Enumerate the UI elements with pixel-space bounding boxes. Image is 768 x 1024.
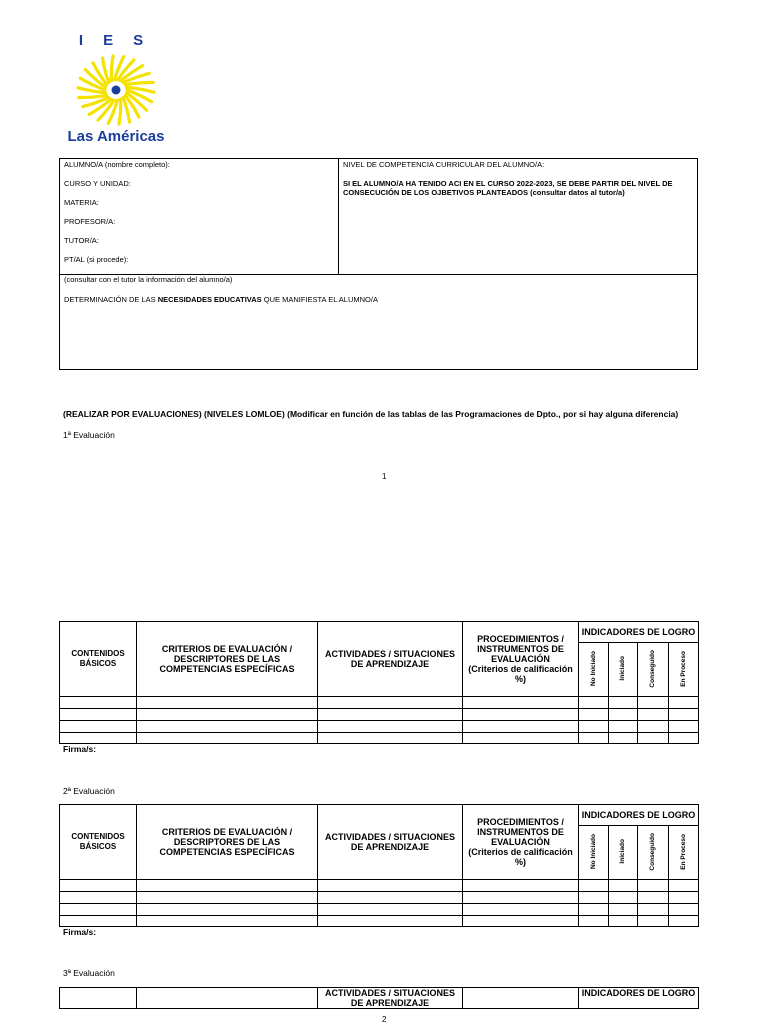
competence-note-main: SI EL ALUMNO/A HA TENIDO ACI EN EL CURSO 2022-2023, SE DEBE PARTIR DEL NIVEL DE CONSECUCIÓN DE LOS OJBETIVOS PLANTEADOS — [343, 179, 673, 197]
header-criterios — [137, 988, 318, 1009]
table-cell[interactable] — [638, 733, 669, 744]
table-cell[interactable] — [137, 721, 318, 733]
table-cell[interactable] — [638, 916, 669, 927]
table-cell[interactable] — [579, 697, 609, 709]
table-row — [60, 892, 699, 904]
field-alumno: ALUMNO/A (nombre completo): — [64, 160, 170, 169]
table-cell[interactable] — [318, 916, 463, 927]
header-actividades: ACTIVIDADES / SITUACIONES DE APRENDIZAJE — [318, 805, 463, 880]
table-cell[interactable] — [609, 697, 638, 709]
table-cell[interactable] — [137, 709, 318, 721]
header-indicadores: INDICADORES DE LOGRO — [579, 622, 699, 643]
needs-bold: NECESIDADES EDUCATIVAS — [157, 295, 262, 304]
field-profesor: PROFESOR/A: — [64, 217, 116, 226]
needs-prefix: DETERMINACIÓN DE LAS — [64, 295, 158, 304]
eval-2-table — [59, 804, 699, 927]
table-cell[interactable] — [318, 709, 463, 721]
competence-title: NIVEL DE COMPETENCIA CURRICULAR DEL ALUMNO/A: — [343, 160, 545, 169]
table-cell[interactable] — [60, 904, 137, 916]
table-cell[interactable] — [669, 697, 699, 709]
ind-no-iniciado — [579, 826, 609, 880]
sun-ray — [79, 95, 107, 97]
table-cell[interactable] — [463, 733, 579, 744]
table-cell[interactable] — [463, 880, 579, 892]
table-cell[interactable] — [137, 697, 318, 709]
table-cell[interactable] — [669, 721, 699, 733]
table-cell[interactable] — [463, 916, 579, 927]
header-indicadores: INDICADORES DE LOGRO — [579, 988, 699, 1009]
table-cell[interactable] — [60, 709, 137, 721]
page-number-2: 2 — [382, 1015, 387, 1024]
header-indicadores: INDICADORES DE LOGRO — [579, 805, 699, 826]
ind-conseguido-label: Conseguido — [649, 832, 656, 871]
table-cell[interactable] — [669, 904, 699, 916]
table-row — [60, 709, 699, 721]
table-cell[interactable] — [609, 916, 638, 927]
header-criterios: CRITERIOS DE EVALUACIÓN / DESCRIPTORES DE LAS COMPETENCIAS ESPECÍFICAS — [137, 622, 318, 697]
ind-conseguido — [638, 826, 669, 880]
procedimientos-label: PROCEDIMIENTOS / INSTRUMENTOS DE EVALUACIÓN — [477, 634, 564, 664]
field-materia: MATERIA: — [64, 198, 99, 207]
procedimientos-label: PROCEDIMIENTOS / INSTRUMENTOS DE EVALUACIÓN — [477, 817, 564, 847]
header-contenidos: CONTENIDOS BÁSICOS — [60, 805, 137, 880]
sun-logo-icon — [70, 50, 162, 130]
criterios-calif-label: (Criterios de calificación %) — [468, 847, 573, 867]
table-cell[interactable] — [669, 733, 699, 744]
table-cell[interactable] — [579, 721, 609, 733]
table-cell[interactable] — [609, 904, 638, 916]
table-row — [60, 904, 699, 916]
table-cell[interactable] — [463, 721, 579, 733]
field-curso: CURSO Y UNIDAD: — [64, 179, 131, 188]
table-cell[interactable] — [638, 892, 669, 904]
table-cell[interactable] — [463, 892, 579, 904]
header-actividades: ACTIVIDADES / SITUACIONES DE APRENDIZAJE — [318, 622, 463, 697]
ind-conseguido-label: Conseguido — [649, 649, 656, 688]
table-cell[interactable] — [60, 721, 137, 733]
table-cell[interactable] — [638, 904, 669, 916]
table-cell[interactable] — [463, 904, 579, 916]
table-cell[interactable] — [463, 709, 579, 721]
table-cell[interactable] — [669, 880, 699, 892]
table-cell[interactable] — [579, 880, 609, 892]
needs-heading — [64, 295, 378, 304]
table-cell[interactable] — [609, 733, 638, 744]
eval-3-title: 3ª Evaluación — [63, 968, 115, 978]
sun-ray — [119, 99, 121, 124]
table-cell[interactable] — [60, 892, 137, 904]
table-row — [60, 733, 699, 744]
competence-note-suffix: (consultar datos al tutor/a) — [530, 188, 625, 197]
table-cell[interactable] — [60, 916, 137, 927]
firma-1: Firma/s: — [63, 744, 97, 754]
page-number-1: 1 — [382, 472, 387, 481]
table-cell[interactable] — [137, 904, 318, 916]
table-cell[interactable] — [669, 916, 699, 927]
table-cell[interactable] — [318, 697, 463, 709]
student-info-box — [59, 158, 698, 370]
sun-ray — [125, 82, 153, 84]
ind-no-iniciado — [579, 643, 609, 697]
criterios-calif-label: (Criterios de calificación %) — [468, 664, 573, 684]
header-actividades: ACTIVIDADES / SITUACIONES DE APRENDIZAJE — [318, 988, 463, 1009]
table-row — [60, 880, 699, 892]
ind-en-proceso — [669, 643, 699, 697]
eval-1-title: 1ª Evaluación — [63, 430, 115, 440]
firma-2: Firma/s: — [63, 927, 97, 937]
table-cell[interactable] — [638, 721, 669, 733]
ind-conseguido — [638, 643, 669, 697]
table-cell[interactable] — [137, 733, 318, 744]
header-procedimientos — [463, 805, 579, 880]
table-cell[interactable] — [609, 709, 638, 721]
table-cell[interactable] — [669, 892, 699, 904]
table-cell[interactable] — [669, 709, 699, 721]
field-tutor: TUTOR/A: — [64, 236, 99, 245]
table-cell[interactable] — [638, 709, 669, 721]
table-cell[interactable] — [638, 880, 669, 892]
table-cell[interactable] — [638, 697, 669, 709]
table-cell[interactable] — [318, 733, 463, 744]
table-cell[interactable] — [579, 916, 609, 927]
table-cell[interactable] — [318, 904, 463, 916]
header-procedimientos — [463, 622, 579, 697]
competence-column — [343, 160, 693, 197]
eval-3-table — [59, 987, 699, 1009]
consult-note: (consultar con el tutor la información del alumno/a) — [64, 275, 233, 284]
ind-iniciado — [609, 643, 638, 697]
table-cell[interactable] — [318, 892, 463, 904]
table-cell[interactable] — [137, 916, 318, 927]
ind-en-proceso-label: En Proceso — [679, 833, 687, 870]
logo-ies-text: IES — [78, 32, 164, 49]
table-cell[interactable] — [463, 697, 579, 709]
ind-en-proceso-label: En Proceso — [679, 650, 687, 687]
header-contenidos: CONTENIDOS BÁSICOS — [60, 622, 137, 697]
student-fields-column — [60, 159, 339, 274]
header-procedimientos — [463, 988, 579, 1009]
ind-iniciado — [609, 826, 638, 880]
ind-iniciado-label: Iniciado — [619, 839, 626, 864]
competence-note — [343, 179, 693, 197]
table-cell[interactable] — [318, 880, 463, 892]
table-cell[interactable] — [137, 892, 318, 904]
instruction-text: (REALIZAR POR EVALUACIONES) (NIVELES LOMLOE) (Modificar en función de las tablas de las Programaciones de Dpto., por si hay alguna diferencia) — [63, 409, 679, 419]
table-cell[interactable] — [318, 721, 463, 733]
sun-ray — [111, 56, 113, 81]
eval-2-title: 2ª Evaluación — [63, 786, 115, 796]
ind-no-iniciado-label: No Iniciado — [589, 650, 597, 687]
table-row — [60, 916, 699, 927]
table-cell[interactable] — [609, 721, 638, 733]
table-row — [60, 721, 699, 733]
table-row — [60, 697, 699, 709]
table-cell[interactable] — [579, 892, 609, 904]
header-criterios: CRITERIOS DE EVALUACIÓN / DESCRIPTORES DE LAS COMPETENCIAS ESPECÍFICAS — [137, 805, 318, 880]
header-contenidos — [60, 988, 137, 1009]
table-cell[interactable] — [137, 880, 318, 892]
field-ptal: PT/AL (si procede): — [64, 255, 129, 264]
table-cell[interactable] — [60, 880, 137, 892]
ind-no-iniciado-label: No Iniciado — [589, 833, 597, 870]
ind-en-proceso — [669, 826, 699, 880]
table-cell[interactable] — [579, 904, 609, 916]
table-cell[interactable] — [579, 709, 609, 721]
needs-suffix: QUE MANIFIESTA EL ALUMNO/A — [261, 295, 378, 304]
logo-school-name: Las Américas — [67, 128, 165, 145]
table-cell[interactable] — [609, 892, 638, 904]
table-cell[interactable] — [60, 697, 137, 709]
ind-iniciado-label: Iniciado — [619, 656, 626, 681]
table-cell[interactable] — [579, 733, 609, 744]
table-cell[interactable] — [609, 880, 638, 892]
school-logo — [62, 30, 170, 150]
eval-1-table — [59, 621, 699, 744]
table-cell[interactable] — [60, 733, 137, 744]
